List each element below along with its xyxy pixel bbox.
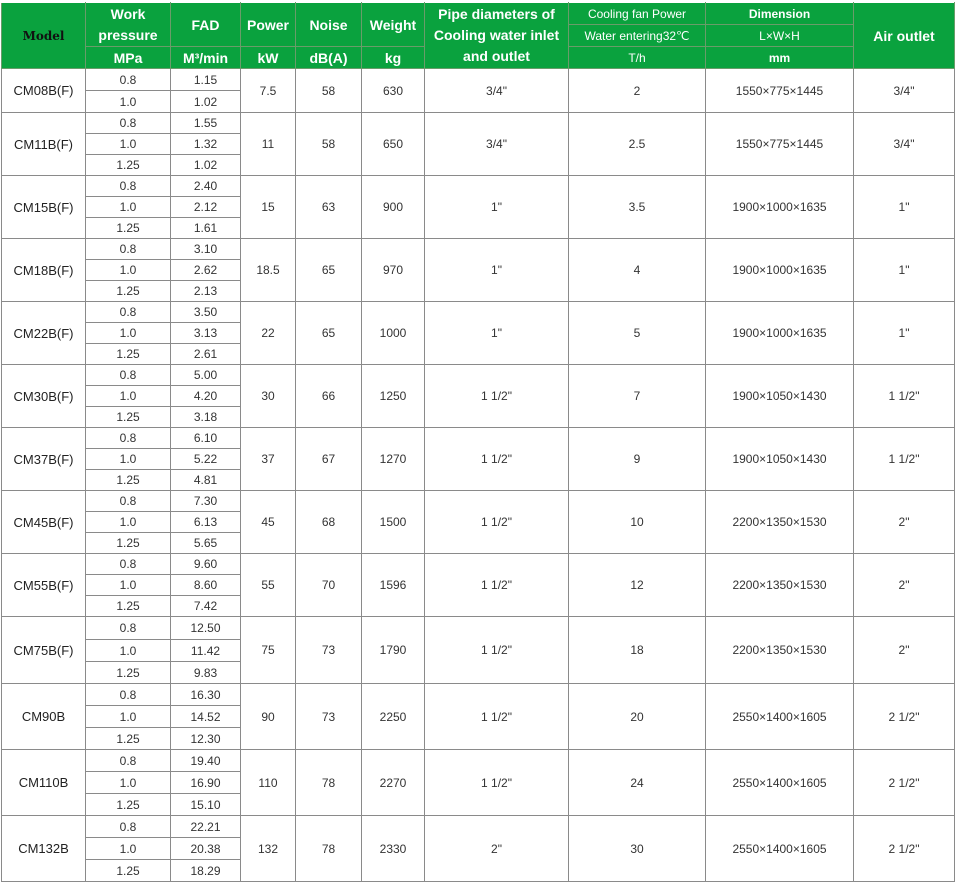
fad-value: 14.52 (171, 706, 241, 728)
header-work-pressure: Work pressure (86, 3, 171, 47)
pipe-diameter-value: 3/4" (425, 69, 569, 113)
model-name: CM75B(F) (2, 617, 86, 684)
table-row (2, 113, 955, 134)
model-name: CM132B (2, 816, 86, 882)
fad-value: 3.13 (171, 323, 241, 344)
model-name: CM18B(F) (2, 239, 86, 302)
work-pressure-value: 0.8 (86, 554, 171, 575)
pipe-diameter-value: 1 1/2" (425, 750, 569, 816)
air-outlet-value: 2 1/2" (854, 816, 955, 882)
cooling-water-value: 20 (569, 684, 706, 750)
pipe-diameter-value: 2" (425, 816, 569, 882)
header-lwh: L×W×H (706, 25, 854, 47)
table-row (2, 69, 955, 91)
fad-value: 3.18 (171, 407, 241, 428)
model-name: CM30B(F) (2, 365, 86, 428)
noise-value: 58 (296, 69, 362, 113)
fad-value: 1.02 (171, 91, 241, 113)
pipe-diameter-value: 1 1/2" (425, 684, 569, 750)
fad-value: 1.02 (171, 155, 241, 176)
dimension-value: 2200×1350×1530 (706, 617, 854, 684)
table-row (2, 750, 955, 772)
unit-fad: M³/min (171, 47, 241, 69)
work-pressure-value: 1.25 (86, 662, 171, 684)
air-outlet-value: 1 1/2" (854, 428, 955, 491)
table-row (2, 684, 955, 706)
fad-value: 4.81 (171, 470, 241, 491)
noise-value: 58 (296, 113, 362, 176)
fad-value: 4.20 (171, 386, 241, 407)
fad-value: 5.22 (171, 449, 241, 470)
air-outlet-value: 3/4" (854, 69, 955, 113)
fad-value: 19.40 (171, 750, 241, 772)
fad-value: 9.60 (171, 554, 241, 575)
cooling-water-value: 2.5 (569, 113, 706, 176)
weight-value: 1790 (362, 617, 425, 684)
work-pressure-value: 0.8 (86, 69, 171, 91)
work-pressure-value: 1.0 (86, 575, 171, 596)
work-pressure-value: 0.8 (86, 816, 171, 838)
fad-value: 12.30 (171, 728, 241, 750)
power-value: 37 (241, 428, 296, 491)
weight-value: 1596 (362, 554, 425, 617)
air-outlet-value: 2" (854, 554, 955, 617)
weight-value: 630 (362, 69, 425, 113)
dimension-value: 1550×775×1445 (706, 113, 854, 176)
pipe-diameter-value: 1 1/2" (425, 365, 569, 428)
weight-value: 900 (362, 176, 425, 239)
work-pressure-value: 1.25 (86, 596, 171, 617)
fad-value: 2.61 (171, 344, 241, 365)
dimension-value: 2550×1400×1605 (706, 816, 854, 882)
fad-value: 6.13 (171, 512, 241, 533)
cooling-water-value: 10 (569, 491, 706, 554)
dimension-value: 2550×1400×1605 (706, 684, 854, 750)
noise-value: 65 (296, 302, 362, 365)
table-row (2, 302, 955, 323)
weight-value: 2250 (362, 684, 425, 750)
fad-value: 7.42 (171, 596, 241, 617)
work-pressure-value: 0.8 (86, 428, 171, 449)
air-outlet-value: 1" (854, 302, 955, 365)
fad-value: 22.21 (171, 816, 241, 838)
fad-value: 18.29 (171, 860, 241, 882)
noise-value: 63 (296, 176, 362, 239)
noise-value: 66 (296, 365, 362, 428)
table-row (2, 239, 955, 260)
fad-value: 15.10 (171, 794, 241, 816)
fad-value: 2.40 (171, 176, 241, 197)
weight-value: 650 (362, 113, 425, 176)
work-pressure-value: 0.8 (86, 239, 171, 260)
dimension-value: 1900×1050×1430 (706, 428, 854, 491)
header-dimension: Dimension (706, 3, 854, 25)
work-pressure-value: 1.25 (86, 344, 171, 365)
work-pressure-value: 1.0 (86, 260, 171, 281)
fad-value: 2.12 (171, 197, 241, 218)
air-outlet-value: 2" (854, 617, 955, 684)
work-pressure-value: 1.25 (86, 155, 171, 176)
fad-value: 11.42 (171, 640, 241, 662)
noise-value: 67 (296, 428, 362, 491)
work-pressure-value: 0.8 (86, 491, 171, 512)
pipe-diameter-value: 1" (425, 176, 569, 239)
fad-value: 5.00 (171, 365, 241, 386)
header-water-entering: Water entering32℃ (569, 25, 706, 47)
fad-value: 9.83 (171, 662, 241, 684)
table-row (2, 816, 955, 838)
dimension-value: 1550×775×1445 (706, 69, 854, 113)
cooling-water-value: 12 (569, 554, 706, 617)
table-row (2, 176, 955, 197)
model-name: CM15B(F) (2, 176, 86, 239)
weight-value: 970 (362, 239, 425, 302)
power-value: 30 (241, 365, 296, 428)
power-value: 45 (241, 491, 296, 554)
weight-value: 2270 (362, 750, 425, 816)
unit-dimension: mm (706, 47, 854, 69)
dimension-value: 2200×1350×1530 (706, 491, 854, 554)
table-header (2, 3, 955, 69)
work-pressure-value: 1.0 (86, 772, 171, 794)
dimension-value: 2200×1350×1530 (706, 554, 854, 617)
fad-value: 3.50 (171, 302, 241, 323)
noise-value: 78 (296, 816, 362, 882)
fad-value: 12.50 (171, 617, 241, 640)
cooling-water-value: 30 (569, 816, 706, 882)
noise-value: 65 (296, 239, 362, 302)
noise-value: 68 (296, 491, 362, 554)
work-pressure-value: 1.25 (86, 533, 171, 554)
dimension-value: 1900×1050×1430 (706, 365, 854, 428)
pipe-diameter-value: 1 1/2" (425, 491, 569, 554)
dimension-value: 1900×1000×1635 (706, 176, 854, 239)
noise-value: 70 (296, 554, 362, 617)
model-name: CM110B (2, 750, 86, 816)
fad-value: 1.61 (171, 218, 241, 239)
work-pressure-value: 1.0 (86, 323, 171, 344)
pipe-diameter-value: 1" (425, 239, 569, 302)
fad-value: 20.38 (171, 838, 241, 860)
cooling-water-value: 4 (569, 239, 706, 302)
pipe-diameter-value: 1 1/2" (425, 617, 569, 684)
weight-value: 1250 (362, 365, 425, 428)
pipe-diameter-value: 3/4" (425, 113, 569, 176)
power-value: 18.5 (241, 239, 296, 302)
pipe-diameter-value: 1 1/2" (425, 554, 569, 617)
model-name: CM90B (2, 684, 86, 750)
model-name: CM22B(F) (2, 302, 86, 365)
dimension-value: 1900×1000×1635 (706, 302, 854, 365)
noise-value: 73 (296, 617, 362, 684)
unit-cooling: T/h (569, 47, 706, 69)
table-row (2, 554, 955, 575)
table-row (2, 428, 955, 449)
table-row (2, 365, 955, 386)
air-outlet-value: 2 1/2" (854, 684, 955, 750)
work-pressure-value: 1.0 (86, 512, 171, 533)
model-name: CM37B(F) (2, 428, 86, 491)
fad-value: 5.65 (171, 533, 241, 554)
spec-table (1, 2, 955, 882)
work-pressure-value: 1.25 (86, 860, 171, 882)
header-model: Model (2, 3, 86, 69)
model-name: CM45B(F) (2, 491, 86, 554)
power-value: 15 (241, 176, 296, 239)
fad-value: 1.15 (171, 69, 241, 91)
work-pressure-value: 1.25 (86, 470, 171, 491)
fad-value: 2.13 (171, 281, 241, 302)
header-cooling-fan-power: Cooling fan Power (569, 3, 706, 25)
work-pressure-value: 0.8 (86, 684, 171, 706)
power-value: 75 (241, 617, 296, 684)
work-pressure-value: 0.8 (86, 113, 171, 134)
fad-value: 16.30 (171, 684, 241, 706)
work-pressure-value: 1.0 (86, 449, 171, 470)
fad-value: 1.32 (171, 134, 241, 155)
air-outlet-value: 1" (854, 239, 955, 302)
model-name: CM08B(F) (2, 69, 86, 113)
work-pressure-value: 1.0 (86, 706, 171, 728)
air-outlet-value: 3/4" (854, 113, 955, 176)
fad-value: 6.10 (171, 428, 241, 449)
dimension-value: 1900×1000×1635 (706, 239, 854, 302)
work-pressure-value: 1.0 (86, 640, 171, 662)
header-pipe-diameters: Pipe diameters of Cooling water inlet and outlet (425, 3, 569, 69)
noise-value: 73 (296, 684, 362, 750)
cooling-water-value: 9 (569, 428, 706, 491)
fad-value: 7.30 (171, 491, 241, 512)
air-outlet-value: 1 1/2" (854, 365, 955, 428)
model-name: CM11B(F) (2, 113, 86, 176)
table-row (2, 491, 955, 512)
header-air-outlet: Air outlet (854, 3, 955, 69)
air-outlet-value: 2 1/2" (854, 750, 955, 816)
header-noise: Noise (296, 3, 362, 47)
work-pressure-value: 1.0 (86, 386, 171, 407)
work-pressure-value: 1.25 (86, 281, 171, 302)
work-pressure-value: 0.8 (86, 750, 171, 772)
header-power: Power (241, 3, 296, 47)
header-fad: FAD (171, 3, 241, 47)
table-row (2, 617, 955, 640)
air-outlet-value: 1" (854, 176, 955, 239)
power-value: 11 (241, 113, 296, 176)
unit-work-pressure: MPa (86, 47, 171, 69)
work-pressure-value: 1.25 (86, 728, 171, 750)
header-weight: Weight (362, 3, 425, 47)
fad-value: 8.60 (171, 575, 241, 596)
work-pressure-value: 0.8 (86, 617, 171, 640)
work-pressure-value: 1.25 (86, 407, 171, 428)
weight-value: 2330 (362, 816, 425, 882)
fad-value: 1.55 (171, 113, 241, 134)
fad-value: 2.62 (171, 260, 241, 281)
cooling-water-value: 2 (569, 69, 706, 113)
air-outlet-value: 2" (854, 491, 955, 554)
work-pressure-value: 1.0 (86, 134, 171, 155)
pipe-diameter-value: 1" (425, 302, 569, 365)
weight-value: 1500 (362, 491, 425, 554)
power-value: 55 (241, 554, 296, 617)
pipe-diameter-value: 1 1/2" (425, 428, 569, 491)
cooling-water-value: 5 (569, 302, 706, 365)
fad-value: 3.10 (171, 239, 241, 260)
unit-power: kW (241, 47, 296, 69)
power-value: 132 (241, 816, 296, 882)
power-value: 7.5 (241, 69, 296, 113)
fad-value: 16.90 (171, 772, 241, 794)
noise-value: 78 (296, 750, 362, 816)
table-body (2, 69, 955, 882)
work-pressure-value: 1.0 (86, 91, 171, 113)
work-pressure-value: 0.8 (86, 176, 171, 197)
cooling-water-value: 3.5 (569, 176, 706, 239)
unit-weight: kg (362, 47, 425, 69)
dimension-value: 2550×1400×1605 (706, 750, 854, 816)
cooling-water-value: 18 (569, 617, 706, 684)
work-pressure-value: 1.25 (86, 794, 171, 816)
work-pressure-value: 0.8 (86, 302, 171, 323)
power-value: 90 (241, 684, 296, 750)
work-pressure-value: 1.0 (86, 838, 171, 860)
cooling-water-value: 7 (569, 365, 706, 428)
unit-noise: dB(A) (296, 47, 362, 69)
model-name: CM55B(F) (2, 554, 86, 617)
work-pressure-value: 1.25 (86, 218, 171, 239)
weight-value: 1000 (362, 302, 425, 365)
work-pressure-value: 1.0 (86, 197, 171, 218)
weight-value: 1270 (362, 428, 425, 491)
work-pressure-value: 0.8 (86, 365, 171, 386)
power-value: 22 (241, 302, 296, 365)
cooling-water-value: 24 (569, 750, 706, 816)
power-value: 110 (241, 750, 296, 816)
